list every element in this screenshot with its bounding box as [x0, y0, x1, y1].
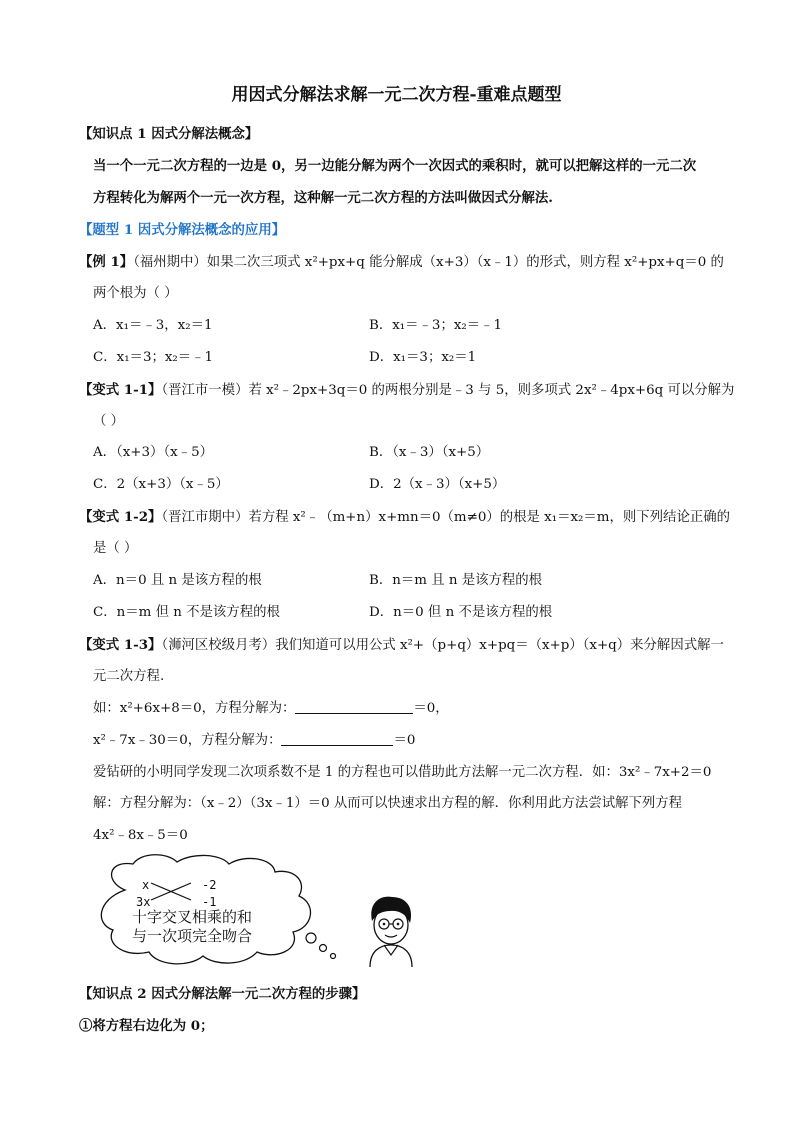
- v11-tag: 【变式 1-1】: [79, 382, 162, 398]
- answer-blank-2[interactable]: [281, 733, 393, 746]
- ex1-option-c: C．x₁＝3；x₂＝﹣1: [93, 350, 214, 365]
- v11-option-a: A．（x+3）（x﹣5）: [93, 445, 213, 460]
- v13-eq2-text: x²﹣7x﹣30＝0，方程分解为：: [93, 733, 282, 748]
- v12-option-d: D．n＝0 但 n 不是该方程的根: [369, 605, 553, 620]
- cloud-n-top: -2: [202, 878, 217, 892]
- kp1-heading: 【知识点 1 因式分解法概念】: [79, 126, 259, 142]
- cloud-x-bottom: 3x: [136, 895, 151, 909]
- v13-eq1: [93, 700, 449, 718]
- v13-para1: 爱钻研的小明同学发现二次项系数不是 1 的方程也可以借助此方法解一元二次方程．如：3x²﹣7x+2＝0: [93, 765, 712, 780]
- v13-text: （浉河区校级月考）我们知道可以用公式 x²+（p+q）x+pq＝（x+p）（x+q）来分解因式解一: [161, 638, 724, 653]
- v13-eq1-end: ＝0，: [413, 701, 449, 716]
- ex1-option-d: D．x₁＝3；x₂＝1: [369, 350, 477, 365]
- ex1-line2: 两个根为（ ）: [93, 286, 178, 301]
- v11-option-c: C．2（x+3）（x﹣5）: [93, 477, 229, 492]
- v13-para3: 4x²﹣8x﹣5＝0: [93, 828, 188, 843]
- kp1-line2: 方程转化为解两个一元一次方程，这种解一元二次方程的方法叫做因式分解法.: [93, 190, 553, 206]
- v12-text: （晋江市期中）若方程 x²﹣（m+n）x+mn＝0（m≠0）的根是 x₁＝x₂＝m，则下列结论正确的: [161, 510, 731, 525]
- v12-option-c: C．n＝m 但 n 不是该方程的根: [93, 605, 280, 620]
- cloud-bubble: [306, 933, 316, 943]
- type1-heading: 【题型 1 因式分解法概念的应用】: [79, 222, 286, 238]
- v11-option-d: D．2（x﹣3）（x+5）: [369, 477, 506, 492]
- answer-blank-1[interactable]: [295, 701, 413, 714]
- cloud-line2: 与一次项完全吻合: [132, 927, 253, 945]
- v11-line2: （ ）: [93, 414, 125, 429]
- v13-eq2: [93, 732, 415, 750]
- cloud-bubble: [320, 945, 327, 952]
- v13-question: [79, 636, 724, 655]
- v12-line2: 是（ ）: [93, 541, 138, 556]
- cloud-line1: 十字交叉相乘的和: [132, 908, 253, 926]
- v13-eq2-end: ＝0: [393, 733, 416, 748]
- v11-question: [79, 381, 734, 400]
- v13-tag: 【变式 1-3】: [79, 637, 162, 653]
- v13-eq1-text: 如：x²+6x+8＝0，方程分解为：: [93, 701, 296, 716]
- ex1-question: [79, 253, 724, 272]
- student-illustration: [360, 893, 422, 967]
- v11-text: （晋江市一模）若 x²﹣2px+3q＝0 的两根分别是﹣3 与 5，则多项式 2x²﹣4px+6q 可以分解为: [161, 383, 735, 398]
- v12-question: [79, 508, 730, 527]
- page-title: 用因式分解法求解一元二次方程-重难点题型: [231, 85, 562, 105]
- ex1-text: （福州期中）如果二次三项式 x²+px+q 能分解成（x+3）（x﹣1）的形式，则方程 x²+px+q＝0 的: [133, 255, 724, 270]
- cloud-x-top: x: [142, 878, 150, 892]
- cloud-n-bottom: -1: [202, 895, 217, 909]
- v11-option-b: B．（x﹣3）（x+5）: [369, 445, 490, 460]
- v13-para2: 解：方程分解为：（x﹣2）（3x﹣1）＝0 从而可以快速求出方程的解．你利用此方法尝试解下列方程: [93, 796, 683, 811]
- kp2-heading: 【知识点 2 因式分解法解一元二次方程的步骤】: [79, 986, 366, 1002]
- ex1-option-b: B．x₁＝﹣3；x₂＝﹣1: [369, 318, 503, 333]
- cloud-bubble: [331, 954, 336, 959]
- v12-option-a: A．n＝0 且 n 是该方程的根: [93, 573, 262, 588]
- ex1-option-a: A．x₁＝﹣3，x₂＝1: [93, 318, 213, 333]
- ex1-tag: 【例 1】: [79, 254, 134, 270]
- v12-option-b: B．n＝m 且 n 是该方程的根: [369, 573, 543, 588]
- kp2-step1: ①将方程右边化为 0；: [79, 1018, 214, 1034]
- v13-line2: 元二次方程.: [93, 669, 165, 684]
- kp1-line1: 当一个一元二次方程的一边是 0，另一边能分解为两个一次因式的乘积时，就可以把解这样的一元二次: [93, 158, 697, 174]
- v12-tag: 【变式 1-2】: [79, 509, 162, 525]
